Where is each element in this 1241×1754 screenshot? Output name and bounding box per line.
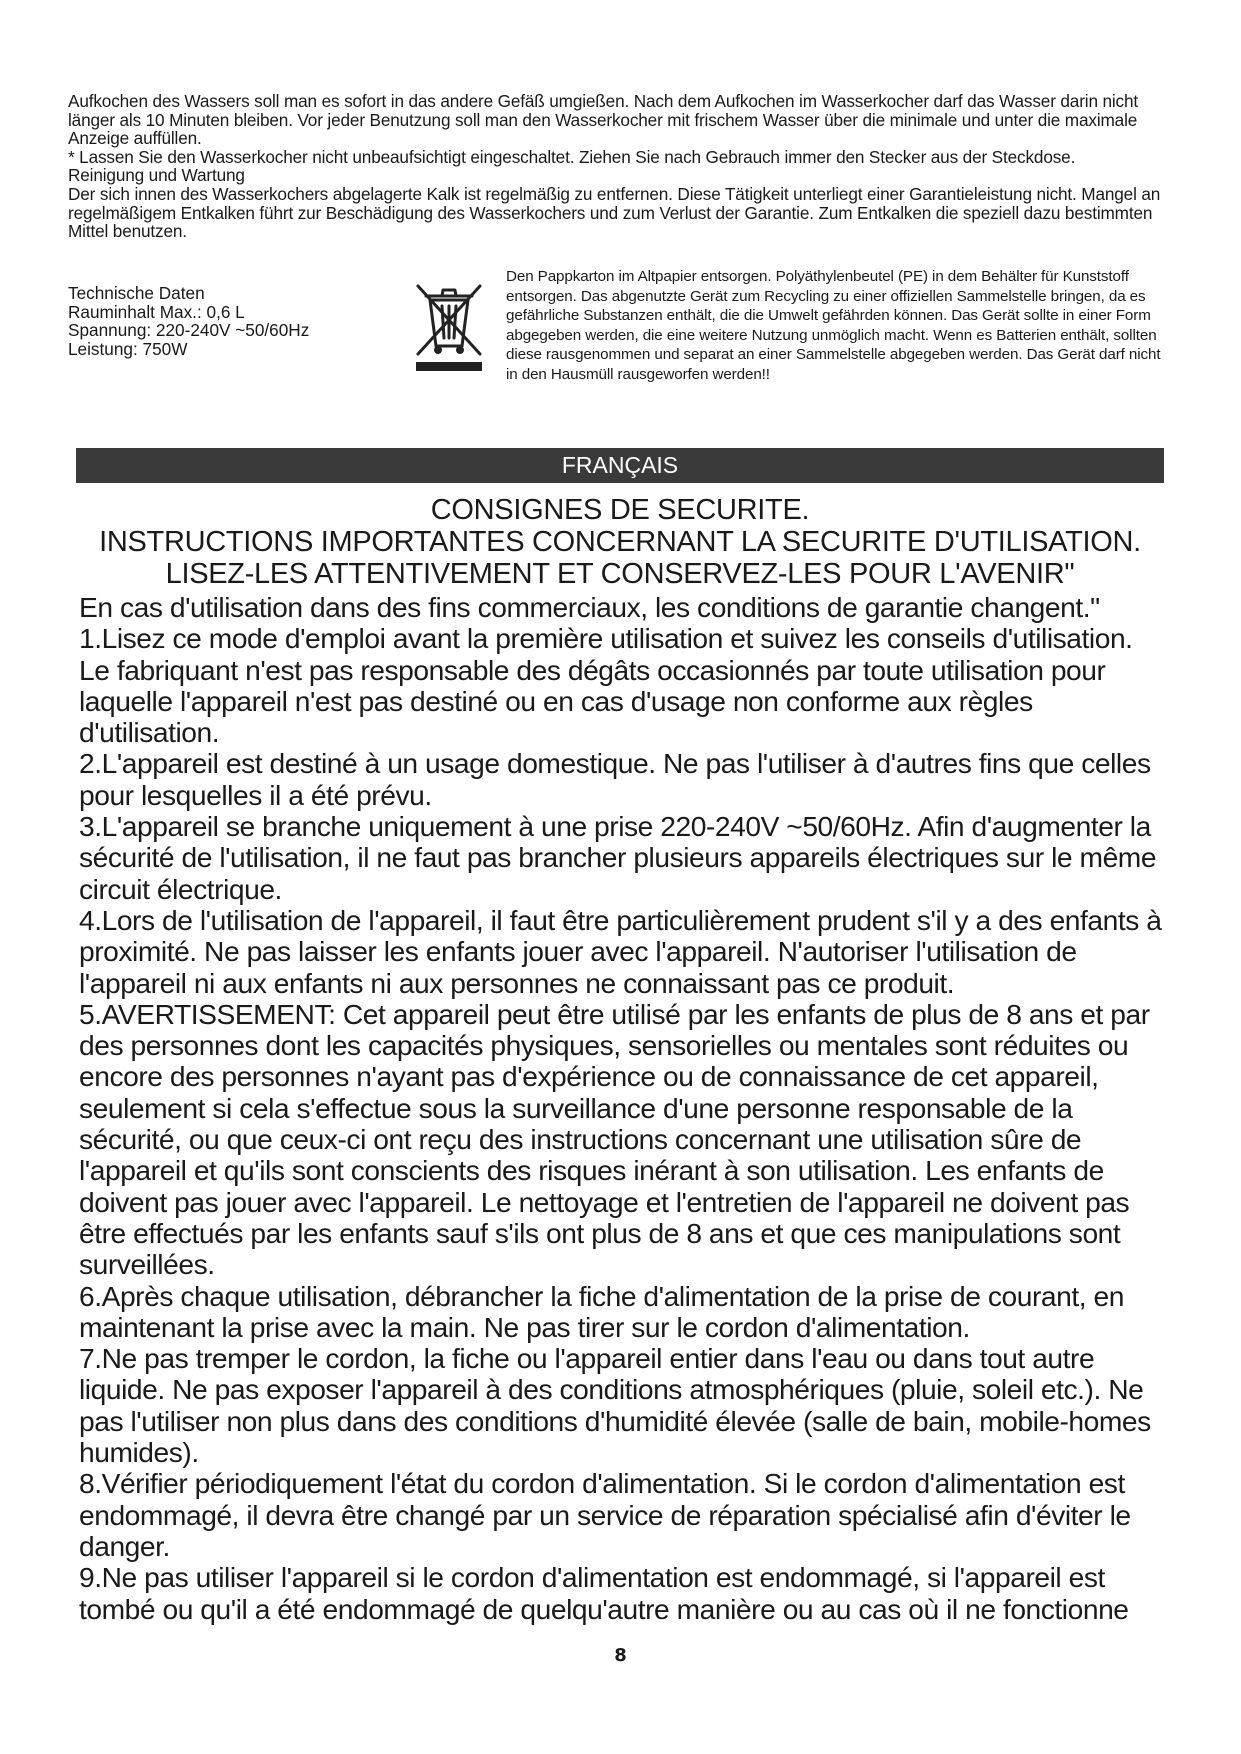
cleaning-text: Der sich innen des Wasserkochers abgelagerte Kalk ist regelmäßig zu entfernen. Diese Tätigkeit unterliegt einer Garantieleistung nicht. Mangel an regelmäßigem Entkalken führt zur Beschädigung des Wasserkochers und zum Verlust der Garantie. Zum Entkalken die speziell dazu bestimmten Mittel benutzen. [68, 183, 1161, 242]
instruction-item: 7.Ne pas tremper le cordon, la fiche ou l'appareil entier dans l'eau ou dans tout autre liquide. Ne pas exposer l'appareil à des conditions atmosphériques (pluie, soleil etc.). Ne pas l'utiliser non plus dans des conditions d'humidité élevée (salle de bain, mobile-homes humides). [79, 1342, 1151, 1469]
safety-title: CONSIGNES DE SECURITE. [430, 494, 810, 526]
language-banner: FRANÇAIS [76, 448, 1164, 483]
warranty-intro: En cas d'utilisation dans des fins commerciaux, les conditions de garantie changent." [79, 591, 1100, 623]
safety-headings [60, 494, 1180, 590]
disposal-notice [506, 267, 1166, 385]
french-safety-instructions [79, 592, 1169, 1625]
tech-power: Leistung: 750W [68, 338, 188, 359]
crossed-out-wheelie-bin-icon [412, 274, 486, 374]
instruction-item: 3.L'appareil se branche uniquement à une prise 220-240V ~50/60Hz. Afin d'augmenter la sécurité de l'utilisation, il ne faut pas brancher plusieurs appareils électriques sur le même circuit électrique. [79, 810, 1157, 905]
tech-voltage: Spannung: 220-240V ~50/60Hz [68, 320, 310, 341]
tech-heading: Technische Daten [68, 283, 205, 303]
german-paragraph: Aufkochen des Wassers soll man es sofort in das andere Gefäß umgießen. Nach dem Aufkochen im Wasserkocher darf das Wasser darin nicht länger als 10 Minuten bleiben. Vor jeder Benutzung soll man den Wasserkocher mit frischem Wasser über die minimale und unter die maximale Anzeige auffüllen. [68, 91, 1139, 149]
instruction-item: 2.L'appareil est destiné à un usage domestique. Ne pas l'utiliser à d'autres fins que celles pour lesquelles il a été prévu. [79, 747, 1151, 811]
disposal-text: Den Pappkarton im Altpapier entsorgen. Polyäthylenbeutel (PE) in dem Behälter für Kunststoff entsorgen. Das abgenutzte Gerät zum Recycling zu einer offiziellen Sammelstelle bringen, da es gefährliche Substanzen enthält, die die Umwelt gefährden können. Das Gerät sollte in einer Form abgegeben werden, die eine weitere Nutzung unmöglich macht. Wenn es Batterien enthält, sollten diese rausgenommen und separat an einer Sammelstelle abgegeben werden. Das Gerät darf nicht in den Hausmüll rausgeworfen werden!! [506, 268, 1161, 383]
instruction-item: 6.Après chaque utilisation, débrancher la fiche d'alimentation de la prise de courant, en maintenant la prise avec la main. Ne pas tirer sur le cordon d'alimentation. [79, 1279, 1124, 1343]
german-instructions [68, 92, 1188, 241]
instruction-item: 1.Lisez ce mode d'emploi avant la première utilisation et suivez les conseils d'utilisation. Le fabriquant n'est pas responsable des dégâts occasionnés par toute utilisation pour laquelle l'appareil n'est pas destiné ou en cas d'usage non conforme aux règles d'utilisation. [79, 622, 1133, 749]
german-unattended-warning: * Lassen Sie den Wasserkocher nicht unbeaufsichtigt eingeschaltet. Ziehen Sie nach Gebrauch immer den Stecker aus der Steckdose. [68, 146, 1076, 167]
safety-subtitle: INSTRUCTIONS IMPORTANTES CONCERNANT LA SECURITE D'UTILISATION. [99, 526, 1141, 558]
instruction-item: 5.AVERTISSEMENT: Cet appareil peut être utilisé par les enfants de plus de 8 ans et par des personnes dont les capacités physiques, sensorielles ou mentales sont réduites ou encore des personnes n'ayant pas d'expérience ou de connaissance de cet appareil, seulement si cela s'effectue sous la surveillance d'une personne responsable de la sécurité, ou que ceux-ci ont reçu des instructions concernant une utilisation sûre de l'appareil et qu'ils sont conscients des risques inérant à son utilisation. Les enfants de doivent pas jouer avec l'appareil. Le nettoyage et l'entretien de l'appareil ne doivent pas être effectués par les enfants sauf s'ils ont plus de 8 ans et que ces manipulations sont surveillées. [79, 997, 1150, 1281]
instruction-item: 4.Lors de l'utilisation de l'appareil, il faut être particulièrement prudent s'il y a des enfants à proximité. Ne pas laisser les enfants jouer avec l'appareil. N'autoriser l'utilisation de l'appareil ni aux enfants ni aux personnes ne connaissant pas ce produit. [79, 903, 1162, 999]
instruction-item: 9.Ne pas utiliser l'appareil si le cordon d'alimentation est endommagé, si l'appareil est tombé ou qu'il a été endommagé de quelqu'autre manière ou au cas où il ne fonctionne [79, 1561, 1129, 1625]
safety-reminder: LISEZ-LES ATTENTIVEMENT ET CONSERVEZ-LES POUR L'AVENIR" [165, 558, 1075, 590]
tech-capacity: Rauminhalt Max.: 0,6 L [68, 301, 245, 322]
instruction-item: 8.Vérifier périodiquement l'état du cordon d'alimentation. Si le cordon d'alimentation est endommagé, il devra être changé par un service de réparation spécialisé afin d'éviter le danger. [79, 1467, 1131, 1562]
page-number: 8 [614, 1645, 627, 1666]
cleaning-heading: Reinigung und Wartung [68, 165, 245, 186]
technical-data [68, 284, 398, 358]
